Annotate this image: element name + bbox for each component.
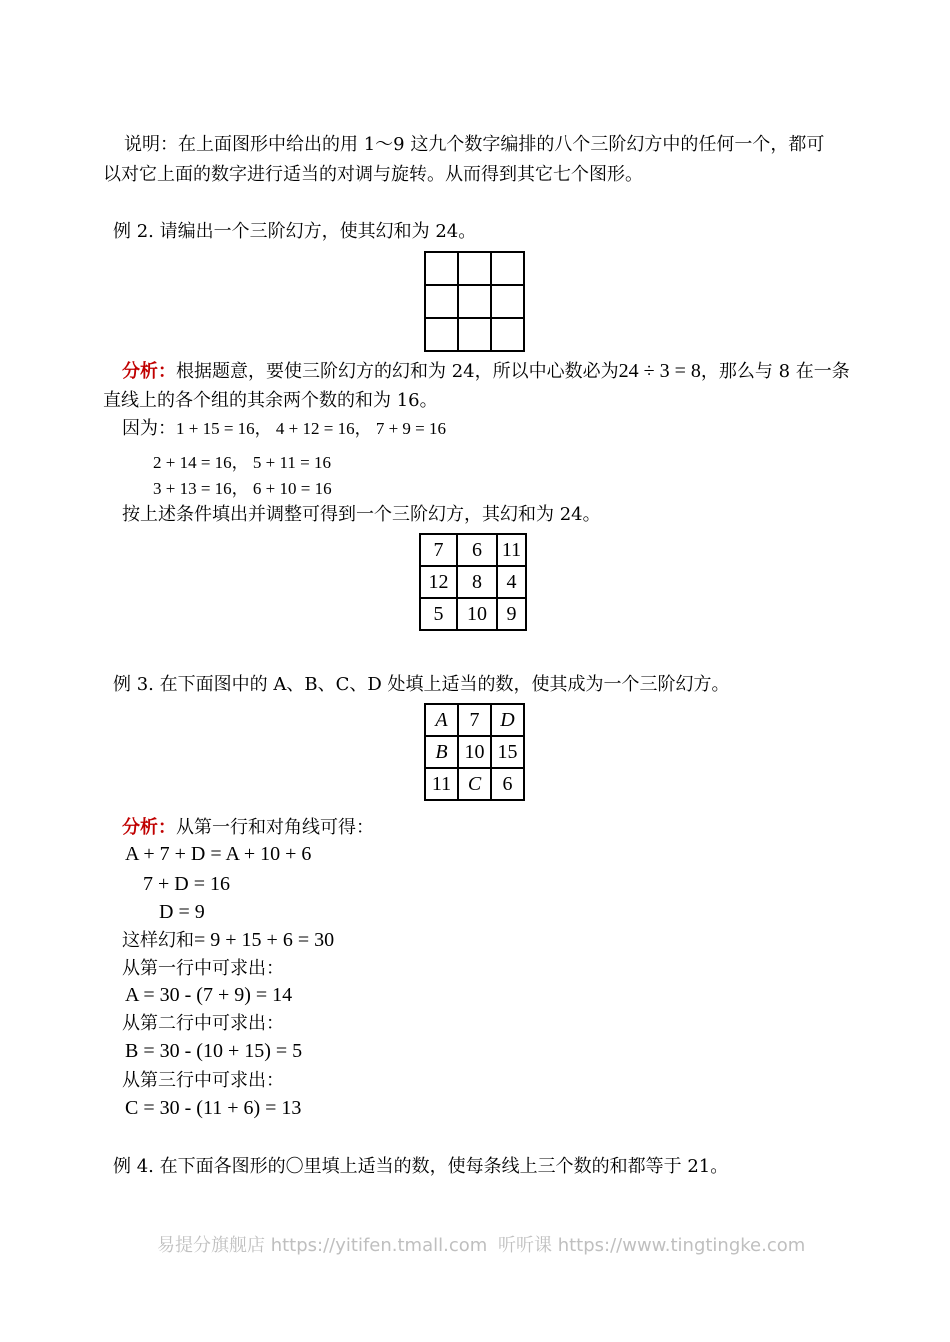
example2-magic-square — [419, 533, 527, 631]
cell: 7 — [420, 534, 457, 566]
cell: 4 — [497, 566, 526, 598]
analysis-text-a: 根据题意，要使三阶幻方的幻和为 24，所以中心数必为 — [176, 361, 619, 382]
analysis-text-b: ，那么与 8 在一条 — [700, 361, 850, 382]
analysis-label: 分析： — [122, 817, 176, 838]
cell: 15 — [491, 736, 524, 768]
cell: C — [458, 768, 491, 800]
analysis-label: 分析： — [122, 361, 176, 382]
example2-conclusion: 按上述条件填出并调整可得到一个三阶幻方，其幻和为 24。 — [122, 504, 601, 525]
cell: 11 — [425, 768, 458, 800]
cell: 6 — [491, 768, 524, 800]
cell: 11 — [497, 534, 526, 566]
example2-empty-grid — [424, 251, 525, 352]
cell: 8 — [457, 566, 497, 598]
eq-3: D = 9 — [159, 901, 205, 923]
row2-eq: B = 30 - (10 + 15) = 5 — [125, 1040, 303, 1062]
eq-row-2: 2 + 14 = 16， 5 + 11 = 16 — [153, 453, 331, 472]
example4-title: 例 4. 在下面各图形的〇里填上适当的数，使每条线上三个数的和都等于 21。 — [113, 1156, 729, 1177]
cell: 5 — [420, 598, 457, 630]
sum-eq: = 9 + 15 + 6 = 30 — [194, 929, 335, 951]
example3-analysis — [122, 817, 374, 839]
note-line-1: 说明：在上面图形中给出的用 1～9 这九个数字编排的八个三阶幻方中的任何一个，都可 — [124, 134, 825, 155]
example2-analysis-line2: 直线上的各个组的其余两个数的和为 16。 — [103, 390, 438, 411]
cell: D — [491, 704, 524, 736]
analysis-formula: 24 ÷ 3 = 8 — [618, 360, 701, 382]
because-row — [122, 418, 446, 440]
cell: 10 — [458, 736, 491, 768]
row3-label: 从第三行中可求出： — [122, 1070, 284, 1091]
because-label: 因为： — [122, 418, 176, 439]
footer-left-link[interactable]: 易提分旗舰店 https://yitifen.tmall.com — [157, 1235, 488, 1256]
example2-analysis — [122, 360, 850, 383]
example3-title: 例 3. 在下面图中的 A、B、C、D 处填上适当的数，使其成为一个三阶幻方。 — [113, 674, 730, 695]
cell: 10 — [457, 598, 497, 630]
row1-eq: A = 30 - (7 + 9) = 14 — [125, 984, 293, 1006]
cell: 6 — [457, 534, 497, 566]
sum-label: 这样幻和 — [122, 930, 194, 951]
row3-eq: C = 30 - (11 + 6) = 13 — [125, 1097, 302, 1119]
analysis-text: 从第一行和对角线可得： — [176, 817, 374, 838]
example3-square — [424, 703, 525, 801]
footer-right-link[interactable]: 听听课 https://www.tingtingke.com — [498, 1235, 806, 1256]
cell: B — [425, 736, 458, 768]
eq-2: 7 + D = 16 — [143, 873, 231, 895]
example2-title: 例 2. 请编出一个三阶幻方，使其幻和为 24。 — [113, 221, 477, 242]
eq-1: A + 7 + D = A + 10 + 6 — [125, 843, 312, 865]
row1-label: 从第一行中可求出： — [122, 958, 284, 979]
eq-row-1: 1 + 15 = 16， 4 + 12 = 16， 7 + 9 = 16 — [176, 419, 447, 438]
eq-row-3: 3 + 13 = 16， 6 + 10 = 16 — [153, 479, 332, 498]
note-line-2: 以对它上面的数字进行适当的对调与旋转。从而得到其它七个图形。 — [103, 164, 643, 185]
cell: 12 — [420, 566, 457, 598]
row2-label: 从第二行中可求出： — [122, 1013, 284, 1034]
cell: 7 — [458, 704, 491, 736]
cell: A — [425, 704, 458, 736]
magic-sum-row — [122, 929, 334, 952]
cell: 9 — [497, 598, 526, 630]
